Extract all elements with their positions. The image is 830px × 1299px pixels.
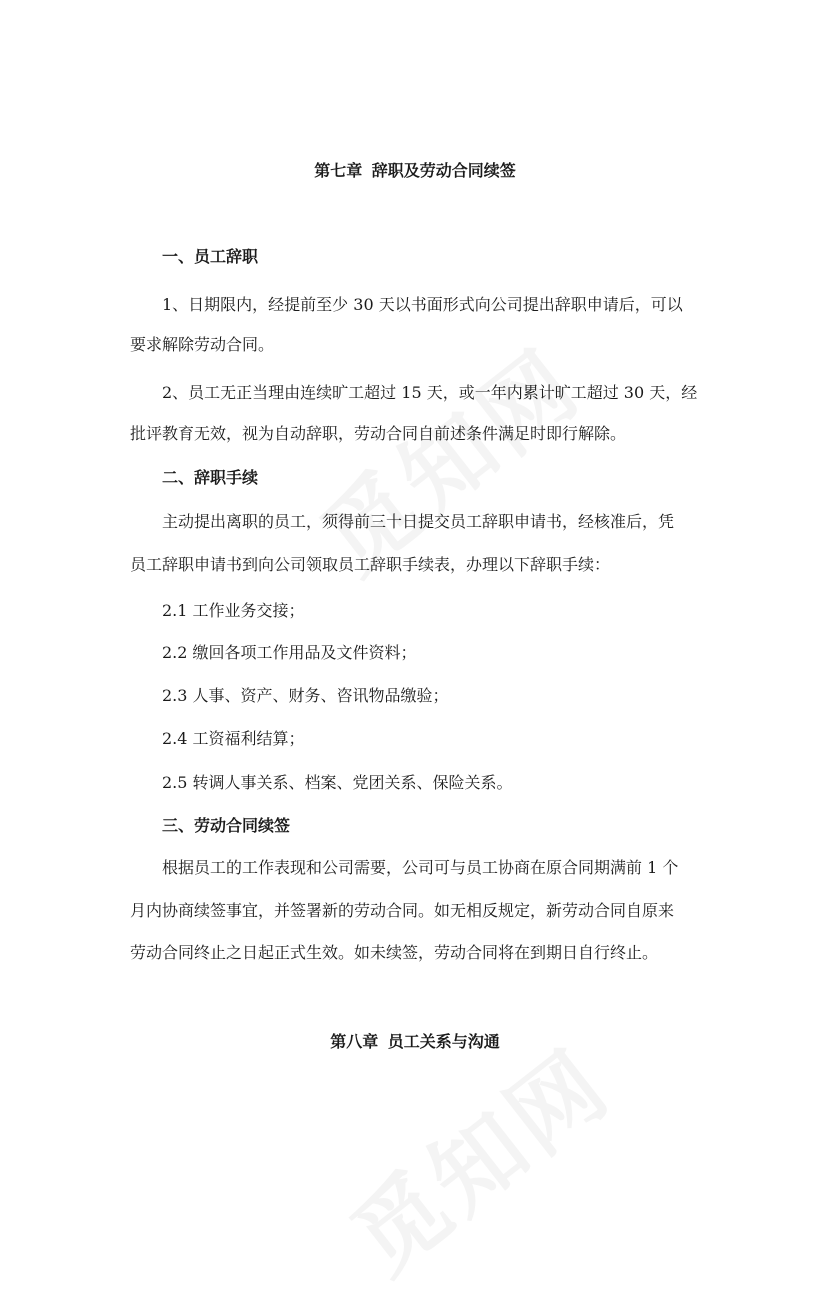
section-3-body-line-2: 月内协商续签事宜，并签署新的劳动合同。如无相反规定，新劳动合同自原来 (130, 901, 675, 920)
section-1-heading: 一、员工辞职 (162, 247, 259, 266)
section-2-step-2: 2.2 缴回各项工作用品及文件资料； (162, 643, 417, 662)
section-1-item-2-line-1: 2、员工无正当理由连续旷工超过 15 天，或一年内累计旷工超过 30 天，经 (162, 383, 698, 402)
section-2-intro-line-1: 主动提出离职的员工，须得前三十日提交员工辞职申请书，经核准后，凭 (162, 512, 675, 531)
section-2-step-5: 2.5 转调人事关系、档案、党团关系、保险关系。 (162, 773, 513, 792)
section-1-item-1-line-1: 1、日期限内，经提前至少 30 天以书面形式向公司提出辞职申请后，可以 (162, 295, 683, 314)
section-3-body-line-3: 劳动合同终止之日起正式生效。如未续签，劳动合同将在到期日自行终止。 (130, 943, 659, 962)
section-1-item-2-line-2: 批评教育无效，视为自动辞职，劳动合同自前述条件满足时即行解除。 (130, 424, 627, 443)
chapter-7-title: 第七章 辞职及劳动合同续签 (314, 161, 516, 180)
section-3-body-line-1: 根据员工的工作表现和公司需要，公司可与员工协商在原合同期满前 1 个 (162, 858, 679, 877)
watermark (321, 1013, 634, 1298)
section-2-intro-line-2: 员工辞职申请书到向公司领取员工辞职手续表，办理以下辞职手续： (130, 555, 611, 574)
chapter-8-title: 第八章 员工关系与沟通 (330, 1032, 500, 1051)
section-2-step-1: 2.1 工作业务交接； (162, 601, 305, 620)
section-2-heading: 二、辞职手续 (162, 468, 259, 487)
section-3-heading: 三、劳动合同续签 (162, 816, 291, 835)
section-2-step-3: 2.3 人事、资产、财务、咨讯物品缴验； (162, 686, 449, 705)
section-2-step-4: 2.4 工资福利结算； (162, 729, 305, 748)
section-1-item-1-line-2: 要求解除劳动合同。 (130, 335, 275, 354)
